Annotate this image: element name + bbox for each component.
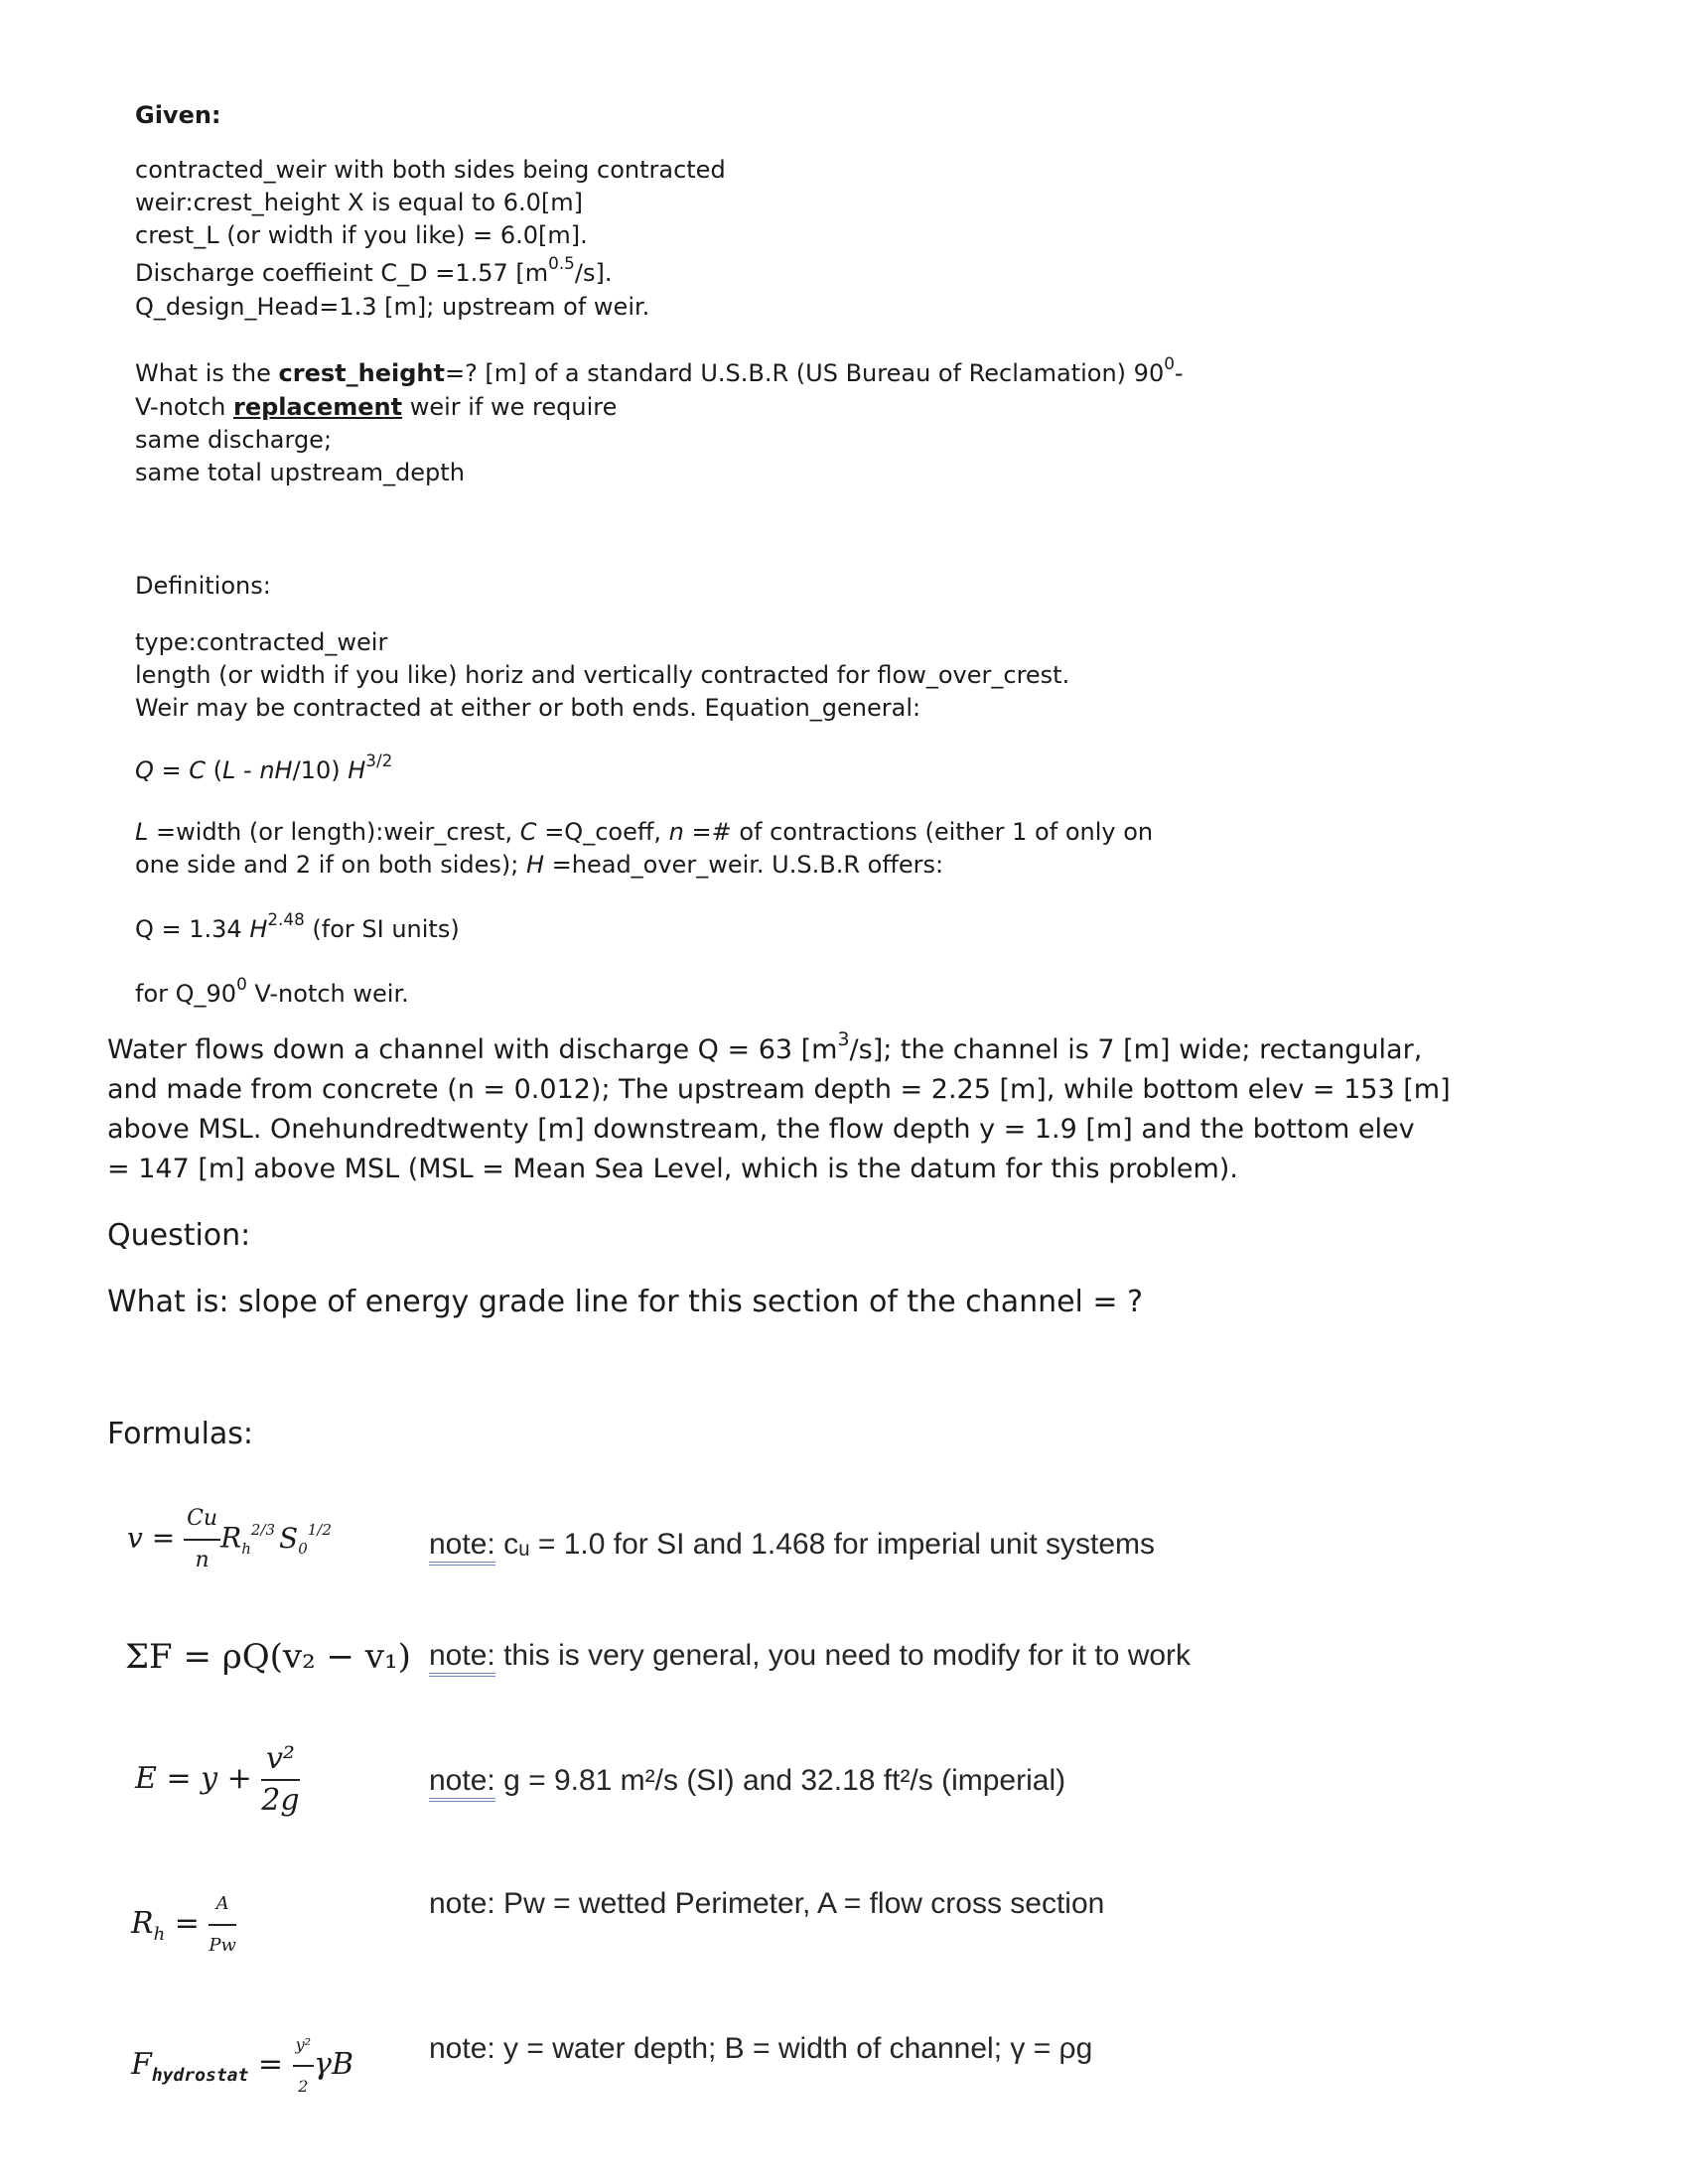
formulas-heading: Formulas: xyxy=(107,1417,254,1451)
note-wetted-perimeter: note: Pw = wetted Perimeter, A = flow cross section xyxy=(429,1887,1105,1920)
problem-line4: = 147 [m] above MSL (MSL = Mean Sea Level, which is the datum for this problem). xyxy=(107,1154,1238,1184)
note-cu: note: cᵤ = 1.0 for SI and 1.468 for imperial unit systems xyxy=(429,1527,1155,1563)
hydrostatic-formula: $F_{hydrostat}$ = $\frac{\text{y²}}{2}$ γB xyxy=(131,2025,353,2107)
note-gravity: note: g = 9.81 m²/s (SI) and 32.18 ft²/s (imperial) xyxy=(429,1763,1065,1799)
definition-line: type:contracted_weir xyxy=(135,628,388,656)
question1-line3: same discharge; xyxy=(135,426,333,454)
energy-formula: E = y + $\frac{\text{v²}}{2g}$ xyxy=(135,1741,300,1818)
note-hydrostatic: note: y = water depth; B = width of channel; γ = ρg xyxy=(429,2032,1093,2065)
usbr-equation: Q = 1.34 $H^{2.48}$ (for SI units) xyxy=(135,909,460,943)
momentum-formula: ΣF = ρQ(v₂ − v₁) xyxy=(125,1637,411,1677)
definition-line: Weir may be contracted at either or both ends. Equation_general: xyxy=(135,694,921,722)
definitions-heading: Definitions: xyxy=(135,572,271,600)
problem-line1: Water flows down a channel with discharge Q = 63 $[m^3/s]$; the channel is 7 [m] wide; rectangular, xyxy=(107,1028,1423,1065)
vnotch-line: for $Q\_90^0$ V-notch weir. xyxy=(135,974,409,1008)
definition-line: length (or width if you like) horiz and vertically contracted for flow_over_crest. xyxy=(135,661,1070,689)
question1-line1: What is the crest_height=? [m] of a standard U.S.B.R (US Bureau of Reclamation) $90^0-$ xyxy=(135,353,1184,387)
weir-equation: Q = C (L - nH/10) $H^{3/2}$ xyxy=(135,751,393,784)
hydraulic-radius-formula: $R_h$ = $\frac{A}{Pw}$ xyxy=(131,1884,236,1966)
variables-line2: one side and 2 if on both sides); H =head_over_weir. U.S.B.R offers: xyxy=(135,851,944,879)
given-line: contracted_weir with both sides being contracted xyxy=(135,156,726,184)
design-head-line: Q_design_Head=1.3 [m]; upstream of weir. xyxy=(135,293,650,321)
manning-formula: v = $\frac{Cu}{n}$ $R_h^{2/3}$ $S_0^{1/2}$ xyxy=(127,1499,332,1580)
problem-line2: and made from concrete (n = 0.012); The upstream depth = 2.25 [m], while bottom elev = 153 [m] xyxy=(107,1074,1451,1105)
question-text: What is: slope of energy grade line for this section of the channel = ? xyxy=(107,1285,1144,1319)
problem-line3: above MSL. Onehundredtwenty [m] downstream, the flow depth y = 1.9 [m] and the bottom elev xyxy=(107,1114,1415,1145)
given-heading: Given: xyxy=(135,101,221,129)
variables-line1: L =width (or length):weir_crest, C =Q_coeff, n =# of contractions (either 1 of only on xyxy=(135,818,1154,846)
question1-line4: same total upstream_depth xyxy=(135,459,465,486)
given-line: weir:crest_height X is equal to 6.0[m] xyxy=(135,189,584,216)
question1-line2: V-notch replacement weir if we require xyxy=(135,393,618,421)
given-line: crest_L (or width if you like) = 6.0[m]. xyxy=(135,221,588,249)
note-momentum: note: this is very general, you need to modify for it to work xyxy=(429,1638,1191,1674)
discharge-coefficient-line: Discharge coeffieint C_D =1.57 $[m^{0.5}/s]$. xyxy=(135,253,613,287)
question-heading: Question: xyxy=(107,1218,251,1253)
